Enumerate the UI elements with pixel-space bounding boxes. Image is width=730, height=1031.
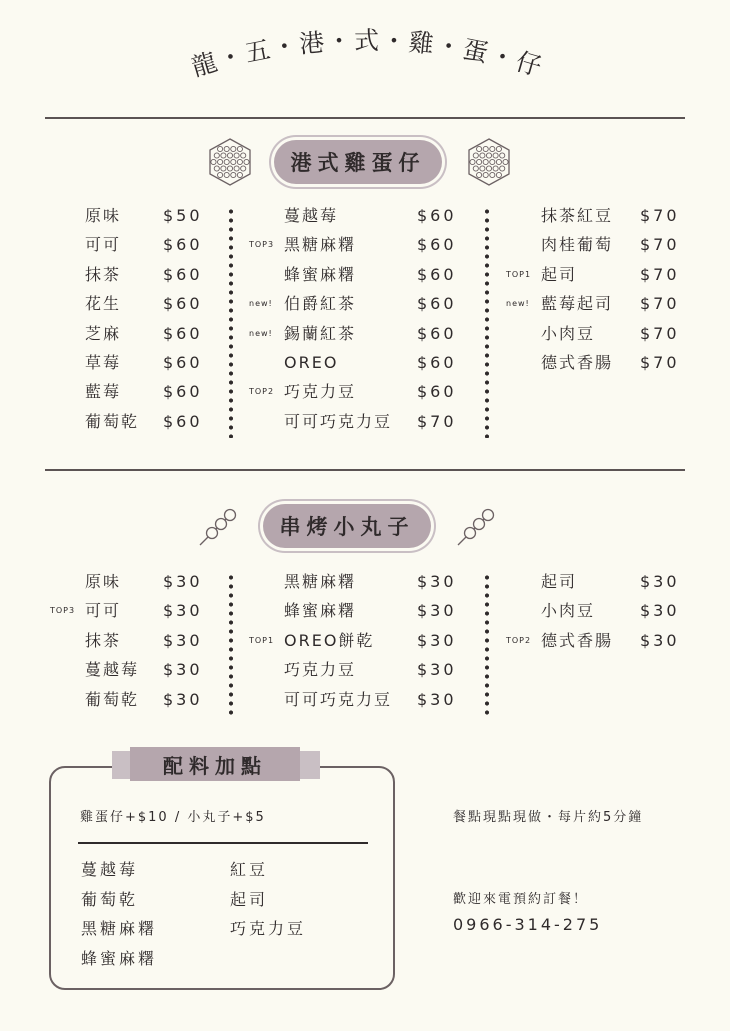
menu-item-name: 葡萄乾 (85, 411, 140, 431)
menu-item-name: 起司 (541, 264, 578, 284)
column-dot-divider (485, 207, 489, 438)
menu-item-name: 蔓越莓 (284, 206, 339, 225)
menu-item-price: $50 (163, 206, 203, 225)
menu-item-price: $60 (417, 382, 457, 402)
item-badge: new! (506, 299, 530, 309)
item-badge: TOP1 (506, 269, 532, 279)
menu-item-price: $30 (163, 572, 203, 591)
menu-item-name: 蜂蜜麻糬 (284, 264, 357, 284)
menu-item-name: 小肉豆 (541, 601, 596, 621)
menu-item-name: 小肉豆 (541, 323, 596, 343)
menu-item-name: OREO (284, 353, 339, 372)
item-badge: TOP1 (249, 635, 275, 645)
menu-item-price: $30 (640, 601, 680, 621)
menu-item-name: 黑糖麻糬 (284, 235, 357, 255)
topping-item: 蔓越莓 (81, 860, 139, 879)
topping-item: 起司 (230, 889, 269, 909)
menu-item-price: $60 (163, 411, 203, 431)
column-dot-divider (229, 573, 233, 716)
menu-item-price: $60 (417, 206, 457, 225)
menu-item-name: 抹茶 (85, 630, 122, 650)
menu-item-name: 黑糖麻糬 (284, 572, 357, 591)
shop-title-text: 龍・五・港・式・雞・蛋・仔 (188, 25, 547, 83)
middle-divider (45, 469, 685, 471)
menu-item-price: $60 (417, 323, 457, 343)
egg-waffle-title: 港式雞蛋仔 (274, 140, 442, 184)
menu-item-price: $30 (163, 630, 203, 650)
toppings-title: 配料加點 (130, 747, 300, 781)
shop-title (0, 0, 730, 100)
column-dot-divider (485, 573, 489, 716)
menu-item-name: 錫蘭紅茶 (284, 323, 357, 343)
order-note: 歡迎來電預約訂餐！ (453, 892, 589, 907)
menu-item-name: 蜂蜜麻糬 (284, 601, 357, 621)
menu-item-price: $30 (640, 572, 680, 591)
menu-item-price: $30 (417, 630, 457, 650)
menu-item-price: $70 (640, 323, 680, 343)
menu-item-price: $30 (417, 572, 457, 591)
toppings-divider (78, 842, 368, 844)
item-badge: TOP2 (506, 635, 532, 645)
menu-item-price: $60 (163, 264, 203, 284)
column-dot-divider (229, 207, 233, 438)
item-badge: new! (249, 299, 273, 309)
menu-item-price: $30 (417, 601, 457, 621)
menu-item-name: 德式香腸 (541, 630, 614, 650)
menu-item-price: $70 (640, 353, 680, 372)
menu-item-name: 伯爵紅茶 (284, 294, 357, 314)
menu-item-price: $60 (417, 353, 457, 372)
menu-item-name: 起司 (541, 572, 578, 591)
waffle-icon (206, 137, 254, 187)
menu-item-price: $30 (163, 601, 203, 621)
menu-item-name: OREO餅乾 (284, 630, 375, 650)
topping-item: 紅豆 (230, 860, 269, 879)
menu-item-price: $60 (163, 294, 203, 314)
phone-number: 0966-314-275 (453, 915, 603, 934)
topping-item: 黑糖麻糬 (81, 919, 158, 938)
menu-item-name: 肉桂葡萄 (541, 235, 614, 255)
menu-item-name: 原味 (85, 206, 122, 225)
menu-item-name: 巧克力豆 (284, 382, 357, 402)
menu-item-name: 藍莓 (85, 382, 122, 402)
prep-note: 餐點現點現做・每片約5分鐘 (453, 810, 644, 825)
menu-item-price: $70 (640, 235, 680, 255)
menu-item-price: $30 (163, 660, 203, 680)
menu-item-name: 原味 (85, 572, 122, 591)
menu-item-name: 藍莓起司 (541, 294, 614, 314)
item-badge: TOP3 (50, 606, 76, 616)
toppings-price-note: 雞蛋仔+$10 / 小丸子+$5 (80, 810, 266, 825)
menu-item-name: 芝麻 (85, 323, 122, 343)
svg-text:龍・五・港・式・雞・蛋・仔 (188, 26, 546, 82)
topping-item: 巧克力豆 (230, 919, 307, 938)
menu-item-price: $30 (640, 630, 680, 650)
menu-item-price: $70 (640, 294, 680, 314)
topping-item: 葡萄乾 (81, 889, 139, 909)
menu-item-name: 德式香腸 (541, 353, 614, 372)
menu-item-price: $30 (163, 689, 203, 709)
menu-item-price: $70 (640, 264, 680, 284)
topping-item: 蜂蜜麻糬 (81, 948, 158, 968)
menu-item-name: 葡萄乾 (85, 689, 140, 709)
item-badge: TOP3 (249, 240, 275, 250)
menu-item-price: $30 (417, 660, 457, 680)
skewer-title: 串烤小丸子 (263, 504, 431, 548)
menu-item-name: 巧克力豆 (284, 660, 357, 680)
menu-item-price: $70 (417, 411, 457, 431)
skewer-icon (456, 503, 500, 547)
item-badge: new! (249, 328, 273, 338)
waffle-icon (465, 137, 513, 187)
menu-item-name: 草莓 (85, 353, 122, 372)
menu-item-price: $30 (417, 689, 457, 709)
menu-item-price: $60 (163, 353, 203, 372)
menu-item-name: 可可 (85, 235, 122, 255)
menu-item-name: 抹茶 (85, 264, 122, 284)
menu-item-name: 蔓越莓 (85, 660, 140, 680)
menu-item-price: $60 (163, 382, 203, 402)
top-divider (45, 117, 685, 119)
menu-item-price: $60 (163, 323, 203, 343)
menu-item-name: 花生 (85, 294, 122, 314)
menu-item-price: $60 (417, 294, 457, 314)
skewer-icon (198, 503, 242, 547)
menu-item-name: 抹茶紅豆 (541, 206, 614, 225)
menu-item-name: 可可巧克力豆 (284, 411, 393, 431)
menu-item-price: $60 (417, 264, 457, 284)
menu-item-price: $70 (640, 206, 680, 225)
menu-item-name: 可可巧克力豆 (284, 689, 393, 709)
item-badge: TOP2 (249, 387, 275, 397)
menu-item-price: $60 (417, 235, 457, 255)
menu-item-price: $60 (163, 235, 203, 255)
menu-item-name: 可可 (85, 601, 122, 621)
